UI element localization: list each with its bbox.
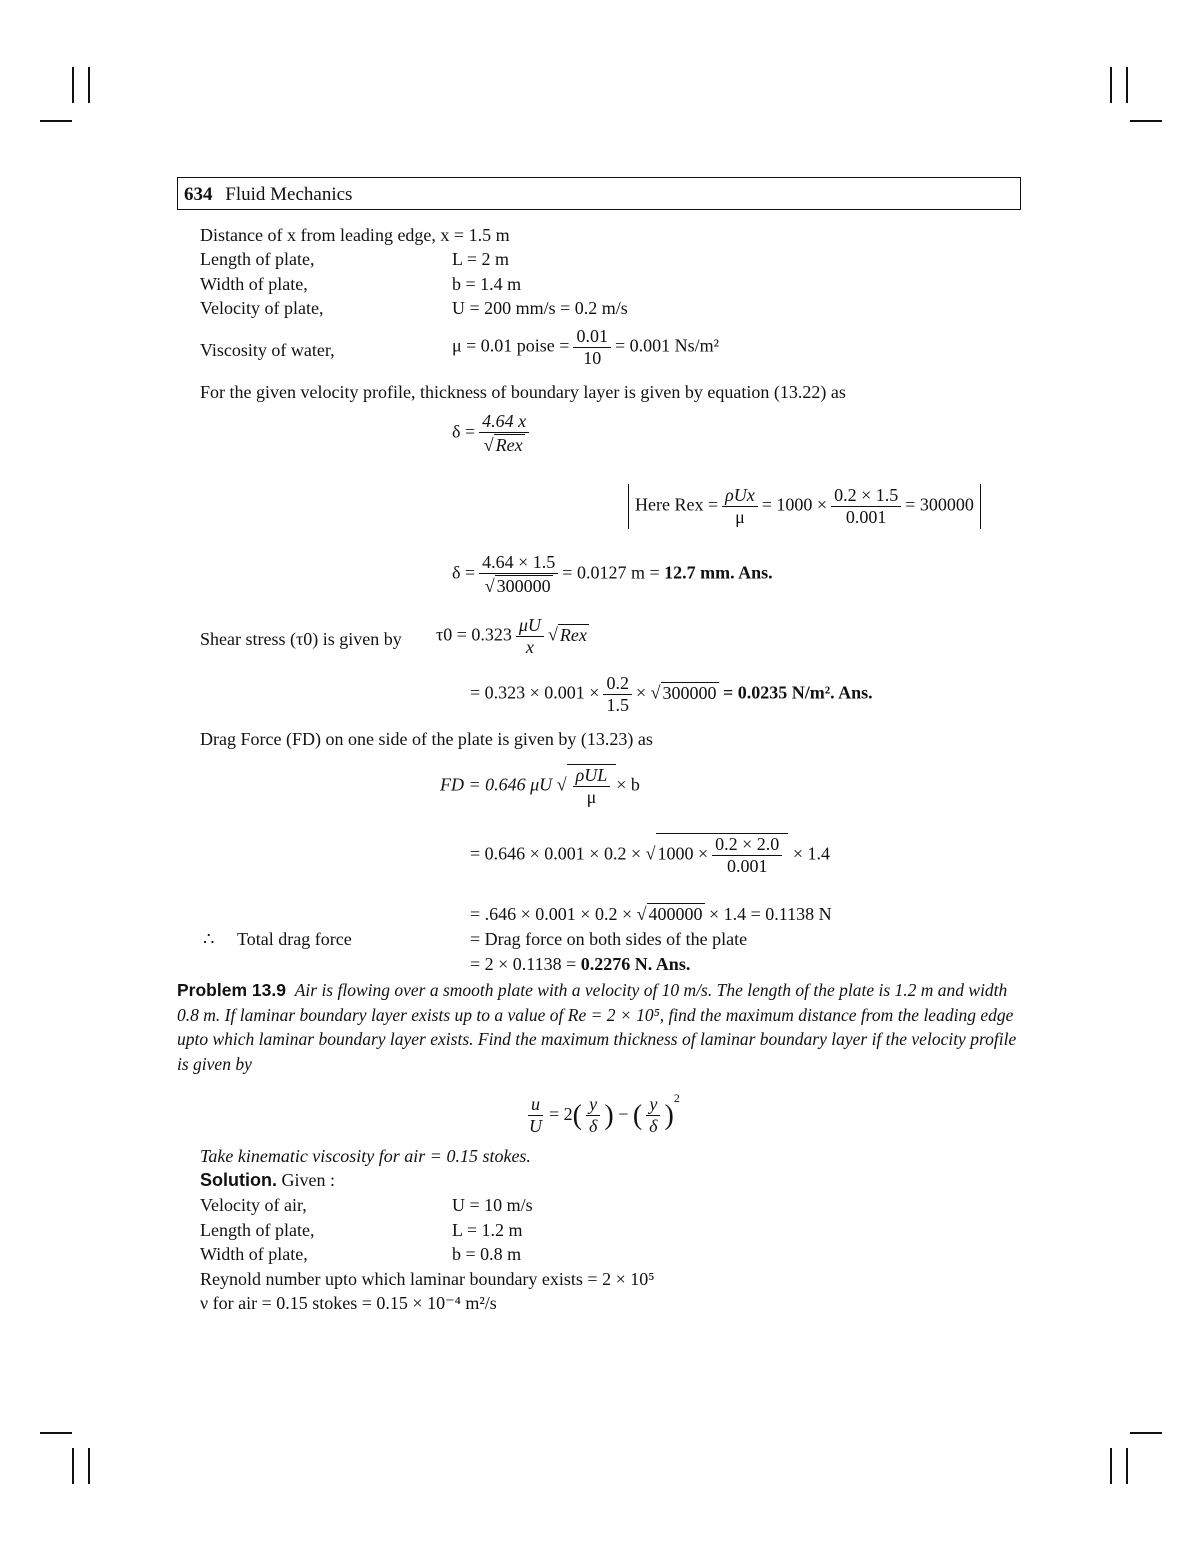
total-drag-answer: 0.2276 N. Ans. bbox=[580, 954, 691, 974]
shear-lhs: τ0 = 0.323 bbox=[436, 624, 512, 645]
fraction-denominator: 10 bbox=[583, 347, 602, 368]
crop-mark bbox=[1110, 67, 1112, 103]
drag-step-2-rhs: × 1.4 bbox=[792, 843, 830, 864]
delta-result-rhs: = 0.0127 m = bbox=[562, 562, 660, 583]
given-velocity-value: U = 200 mm/s = 0.2 m/s bbox=[452, 298, 628, 318]
shear-result-lead: = 0.323 × 0.001 × bbox=[470, 682, 600, 703]
crop-mark bbox=[72, 1448, 74, 1484]
fraction-denominator: δ bbox=[588, 1116, 598, 1137]
crop-mark bbox=[88, 67, 90, 103]
problem-label: Problem 13.9 bbox=[177, 980, 286, 1000]
total-drag-line-2 bbox=[470, 955, 690, 973]
fraction-numerator: 4.64 x bbox=[479, 412, 529, 433]
given-length-value: L = 2 m bbox=[452, 249, 509, 269]
fraction-denominator: x bbox=[525, 636, 534, 657]
delta-lhs: δ = bbox=[452, 562, 476, 583]
shear-formula: τ0 = 0.323 $\frac{\mu U}{x}$ √ Rex bbox=[436, 615, 587, 657]
shear-result: = 0.323 × 0.001 × $\frac{0.2}{1.5}$ × √ 300000 = 0.0235 N/m². Ans. bbox=[470, 673, 873, 715]
drag-step-3-rhs: × 1.4 = 0.1138 N bbox=[709, 904, 832, 924]
delta-fraction: $\frac{4.64 x}{\text{√ Rex}}$ bbox=[479, 412, 529, 455]
crop-mark bbox=[1110, 1448, 1112, 1484]
solution-label: Solution. bbox=[200, 1170, 277, 1190]
fraction-denominator: 0.001 bbox=[845, 506, 887, 527]
fraction-denominator: 300000 bbox=[496, 575, 551, 596]
velocity-profile: $\frac{u}{U}$ = 2( $\frac{y}{\delta}$ ) − ( $\frac{y}{\delta}$ )$^2$ bbox=[522, 1092, 680, 1136]
shear-radical: Rex bbox=[559, 624, 587, 645]
given-plate-width-value: b = 0.8 m bbox=[452, 1244, 522, 1264]
fraction-numerator: 0.2 × 1.5 bbox=[831, 486, 901, 507]
fraction-numerator: ρUx bbox=[722, 486, 758, 507]
drag-step-3-radical: 400000 bbox=[648, 904, 703, 924]
fraction-numerator: μU bbox=[516, 616, 544, 637]
fraction-numerator: ρUL bbox=[573, 766, 611, 787]
page-header bbox=[184, 185, 352, 204]
given-distance: Distance of x from leading edge, x = 1.5 m bbox=[200, 225, 510, 245]
given-plate-length-value: L = 1.2 m bbox=[452, 1220, 523, 1240]
drag-step-2: = 0.646 × 0.001 × 0.2 × √ 1000 × $\frac{0.2 \times 2.0}{0.001}$ × 1.4 bbox=[470, 834, 830, 876]
delta-result-fraction: $\frac{4.64 \times 1.5}{√ 300000}$ bbox=[479, 553, 558, 596]
total-drag-line-1: = Drag force on both sides of the plate bbox=[470, 929, 748, 949]
drag-text: Drag Force (FD) on one side of the plate is given by (13.23) as bbox=[200, 729, 653, 749]
given-plate-width-label: Width of plate, bbox=[200, 1244, 308, 1264]
drag-step-3-lead: = .646 × 0.001 × 0.2 × bbox=[470, 904, 633, 924]
fraction-denominator: δ bbox=[649, 1116, 658, 1137]
profile-eq: = 2 bbox=[549, 1104, 573, 1124]
given-viscosity-label: Viscosity of water, bbox=[200, 340, 335, 360]
reynolds-fraction-1 bbox=[722, 486, 758, 527]
viscosity-lhs: μ = 0.01 poise = bbox=[452, 335, 570, 356]
fraction-denominator: U bbox=[529, 1116, 542, 1137]
crop-mark bbox=[1126, 67, 1128, 103]
times-sign: × bbox=[635, 682, 647, 703]
given-viscosity-equation bbox=[452, 327, 719, 368]
therefore-symbol: ∴ bbox=[203, 929, 215, 949]
viscosity-fraction bbox=[573, 327, 611, 368]
given-plate-length-label: Length of plate, bbox=[200, 1220, 315, 1240]
total-drag-label: Total drag force bbox=[237, 929, 352, 949]
problem-text: Air is flowing over a smooth plate with a velocity of 10 m/s. The length of the plate is 1.2 m and width 0.8 m. If laminar boundary layer exists up to a value of Re = 2 × 10⁵, find the maximum distance from the leading edge upto which laminar boundary layer exists. Find the maximum thickness of laminar boundary layer if the velocity profile is given by bbox=[177, 980, 1017, 1074]
page-number: 634 bbox=[184, 184, 213, 205]
fraction-numerator: 0.2 bbox=[603, 674, 632, 695]
fraction-numerator: u bbox=[528, 1095, 543, 1116]
reynolds-fraction-2 bbox=[831, 486, 901, 527]
delta-lhs: δ = bbox=[452, 421, 476, 442]
delta-answer: 12.7 mm. Ans. bbox=[664, 562, 773, 583]
fraction-numerator: 0.2 × 2.0 bbox=[712, 835, 782, 856]
drag-formula: FD = 0.646 μU √ $\frac{\text{ρUL}}{\mu}$ × b bbox=[440, 765, 640, 807]
reynolds-bracket bbox=[628, 484, 981, 529]
problem-statement bbox=[177, 978, 1025, 1076]
crop-mark bbox=[72, 67, 74, 103]
viscosity-rhs: = 0.001 Ns/m² bbox=[614, 335, 720, 356]
radical-lead: 1000 × bbox=[657, 843, 709, 864]
fraction-numerator: 0.01 bbox=[573, 327, 611, 348]
given-reynolds-number: Reynold number upto which laminar boundary exists = 2 × 10⁵ bbox=[200, 1269, 655, 1289]
drag-step-2-lead: = 0.646 × 0.001 × 0.2 × bbox=[470, 843, 642, 864]
fraction-numerator: 4.64 × 1.5 bbox=[479, 553, 558, 574]
total-drag-expression: = 2 × 0.1138 = bbox=[470, 954, 577, 974]
given-length-label: Length of plate, bbox=[200, 249, 315, 269]
fraction-denominator: Rex bbox=[495, 434, 523, 455]
drag-step-2-radical bbox=[656, 833, 789, 876]
crop-mark bbox=[40, 1432, 72, 1434]
fraction-denominator: μ bbox=[735, 506, 745, 527]
fraction-denominator: 1.5 bbox=[606, 694, 629, 715]
shear-label: Shear stress (τ0) is given by bbox=[200, 629, 402, 649]
fraction-numerator: y bbox=[586, 1095, 600, 1116]
given-air-velocity-label: Velocity of air, bbox=[200, 1195, 307, 1215]
exponent: 2 bbox=[673, 1091, 680, 1105]
drag-radical bbox=[567, 764, 617, 807]
shear-result-radical: 300000 bbox=[662, 682, 717, 703]
crop-mark bbox=[1130, 120, 1162, 122]
solution-heading bbox=[200, 1171, 335, 1189]
shear-answer: = 0.0235 N/m². Ans. bbox=[723, 682, 873, 703]
given-velocity-label: Velocity of plate, bbox=[200, 298, 324, 318]
reynolds-mid: = 1000 × bbox=[761, 494, 828, 515]
boundary-layer-text: For the given velocity profile, thickness of boundary layer is given by equation (13.22) as bbox=[200, 382, 846, 402]
given-width-value: b = 1.4 m bbox=[452, 274, 522, 294]
kinematic-viscosity: Take kinematic viscosity for air = 0.15 stokes. bbox=[200, 1146, 531, 1166]
reynolds-lead: Here Rex = bbox=[635, 494, 719, 515]
shear-fraction bbox=[516, 616, 544, 657]
given-kinematic-viscosity: ν for air = 0.15 stokes = 0.15 × 10⁻⁴ m²/s bbox=[200, 1293, 497, 1313]
solution-given: Given : bbox=[281, 1170, 335, 1190]
minus-sign: − bbox=[618, 1104, 629, 1124]
given-width-label: Width of plate, bbox=[200, 274, 308, 294]
delta-result bbox=[452, 553, 773, 596]
drag-step-3: = .646 × 0.001 × 0.2 × √ 400000 × 1.4 = 0.1138 N bbox=[470, 904, 832, 924]
given-air-velocity-value: U = 10 m/s bbox=[452, 1195, 533, 1215]
crop-mark bbox=[1126, 1448, 1128, 1484]
book-title: Fluid Mechanics bbox=[225, 184, 353, 205]
delta-formula bbox=[452, 412, 533, 455]
fraction-numerator: y bbox=[646, 1095, 660, 1116]
crop-mark bbox=[88, 1448, 90, 1484]
crop-mark bbox=[1130, 1432, 1162, 1434]
drag-rhs: × b bbox=[616, 774, 640, 795]
fraction-denominator: 0.001 bbox=[726, 855, 768, 876]
shear-result-fraction bbox=[603, 674, 632, 715]
drag-lhs: FD = 0.646 μU bbox=[440, 774, 553, 795]
reynolds-rhs: = 300000 bbox=[905, 494, 974, 515]
crop-mark bbox=[40, 120, 72, 122]
fraction-denominator: μ bbox=[586, 786, 597, 807]
